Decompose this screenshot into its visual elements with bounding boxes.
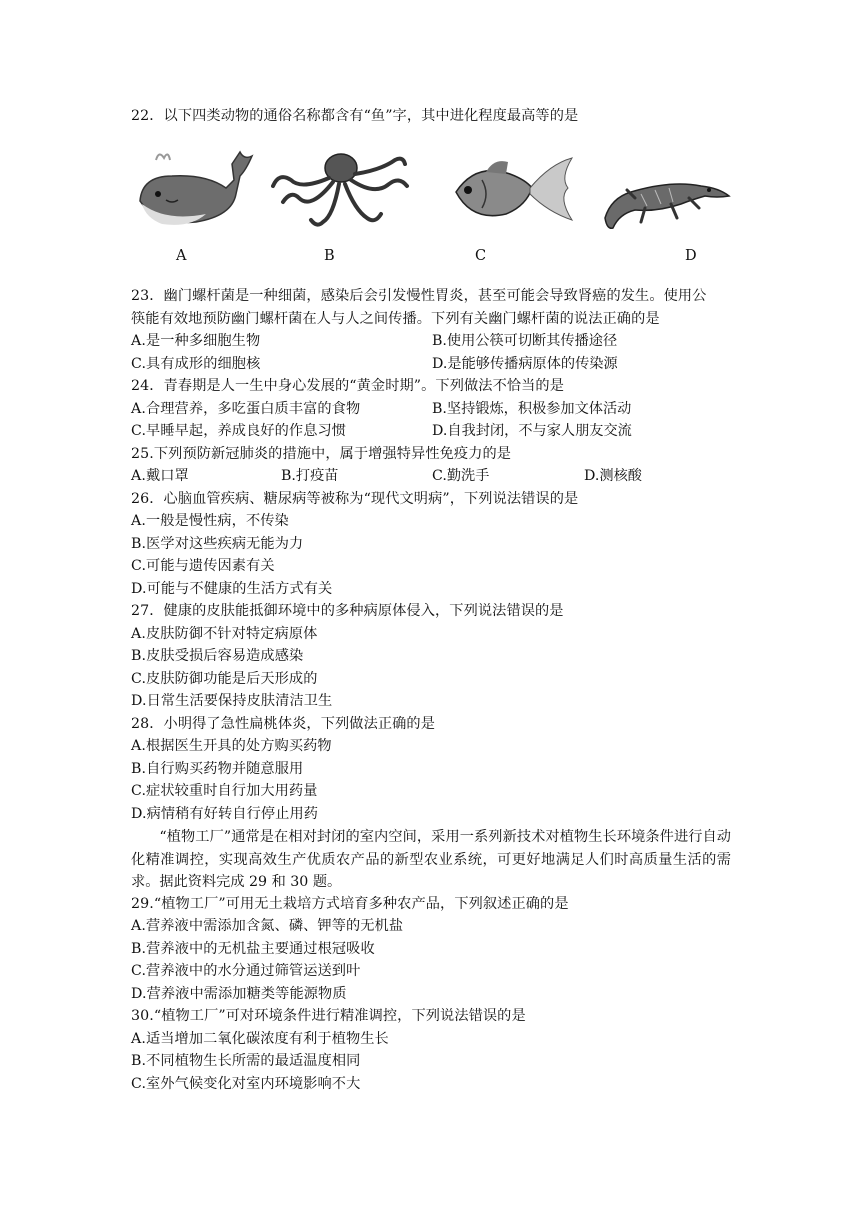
q27-option-a: A.皮肤防御不针对特定病原体 xyxy=(131,626,318,642)
q25-stem: 25.下列预防新冠肺炎的措施中，属于增强特异性免疫力的是 xyxy=(131,446,512,462)
goldfish-icon xyxy=(446,154,576,232)
q24-option-b: B.坚持锻炼，积极参加文体活动 xyxy=(432,401,632,417)
q22-label-a: A xyxy=(176,248,187,264)
q23-option-a: A.是一种多细胞生物 xyxy=(131,333,261,349)
q23-option-c: C.具有成形的细胞核 xyxy=(131,356,261,372)
q23-option-b: B.使用公筷可切断其传播途径 xyxy=(432,333,618,349)
q30-stem: 30.“植物工厂”可对环境条件进行精准调控，下列说法错误的是 xyxy=(131,1008,526,1024)
q29-option-c: C.营养液中的水分通过筛管运送到叶 xyxy=(131,963,361,979)
q22-label-b: B xyxy=(324,248,335,264)
q26-option-b: B.医学对这些疾病无能为力 xyxy=(131,536,304,552)
q23-stem-line2: 筷能有效地预防幽门螺杆菌在人与人之间传播。下列有关幽门螺杆菌的说法正确的是 xyxy=(131,311,660,327)
q28-option-a: A.根据医生开具的处方购买药物 xyxy=(131,738,332,754)
octopus-icon xyxy=(271,150,411,230)
q22-stem: 22．以下四类动物的通俗名称都含有“鱼”字，其中进化程度最高等的是 xyxy=(131,108,579,124)
q24-option-c: C.早睡早起，养成良好的作息习惯 xyxy=(131,423,347,439)
q26-option-a: A.一般是慢性病，不传染 xyxy=(131,513,289,529)
q30-option-c: C.室外气候变化对室内环境影响不大 xyxy=(131,1076,361,1092)
q24-stem: 24．青春期是人一生中身心发展的“黄金时期”。下列做法不恰当的是 xyxy=(131,378,565,394)
q26-stem: 26．心脑血管疾病、糖尿病等被称为“现代文明病”，下列说法错误的是 xyxy=(131,491,579,507)
q28-option-c: C.症状较重时自行加大用药量 xyxy=(131,783,318,799)
q28-option-b: B.自行购买药物并随意服用 xyxy=(131,761,304,777)
q24-option-a: A.合理营养，多吃蛋白质丰富的食物 xyxy=(131,401,361,417)
q25-option-c: C.勤洗手 xyxy=(432,468,490,484)
q28-option-d: D.病情稍有好转自行停止用药 xyxy=(131,806,319,822)
q22-figure xyxy=(131,140,731,270)
q29-option-b: B.营养液中的无机盐主要通过根冠吸收 xyxy=(131,941,375,957)
q29-option-d: D.营养液中需添加糖类等能源物质 xyxy=(131,986,347,1002)
q27-option-b: B.皮肤受损后容易造成感染 xyxy=(131,648,304,664)
q26-option-c: C.可能与遗传因素有关 xyxy=(131,558,275,574)
q27-option-d: D.日常生活要保持皮肤清洁卫生 xyxy=(131,693,333,709)
q29-option-a: A.营养液中需添加含氮、磷、钾等的无机盐 xyxy=(131,918,404,934)
crocodile-icon xyxy=(601,168,731,234)
q30-option-b: B.不同植物生长所需的最适温度相同 xyxy=(131,1053,361,1069)
q22-label-d: D xyxy=(685,248,697,264)
material-paragraph: “植物工厂”通常是在相对封闭的室内空间，采用一系列新技术对植物生长环境条件进行自动化精准调控，实现高效生产优质农产品的新型农业系统，可更好地满足人们时高质量生活的需求。据此资料完成 29 和 30 题。 xyxy=(131,829,731,891)
q27-stem: 27．健康的皮肤能抵御环境中的多种病原体侵入，下列说法错误的是 xyxy=(131,603,564,619)
q27-option-c: C.皮肤防御功能是后天形成的 xyxy=(131,671,318,687)
whale-icon xyxy=(136,146,254,232)
q23-option-d: D.是能够传播病原体的传染源 xyxy=(432,356,618,372)
q30-option-a: A.适当增加二氧化碳浓度有利于植物生长 xyxy=(131,1031,389,1047)
q25-option-b: B.打疫苗 xyxy=(281,468,339,484)
q22-label-c: C xyxy=(475,248,487,264)
q26-option-d: D.可能与不健康的生活方式有关 xyxy=(131,581,333,597)
q25-option-a: A.戴口罩 xyxy=(131,468,189,484)
q28-stem: 28．小明得了急性扁桃体炎，下列做法正确的是 xyxy=(131,716,436,732)
q23-stem-line1: 23．幽门螺杆菌是一种细菌，感染后会引发慢性胃炎，甚至可能会导致肾癌的发生。使用公 xyxy=(131,288,707,304)
q24-option-d: D.自我封闭，不与家人朋友交流 xyxy=(432,423,632,439)
q25-option-d: D.测核酸 xyxy=(584,468,642,484)
q29-stem: 29.“植物工厂”可用无土栽培方式培育多种农产品，下列叙述正确的是 xyxy=(131,896,569,912)
